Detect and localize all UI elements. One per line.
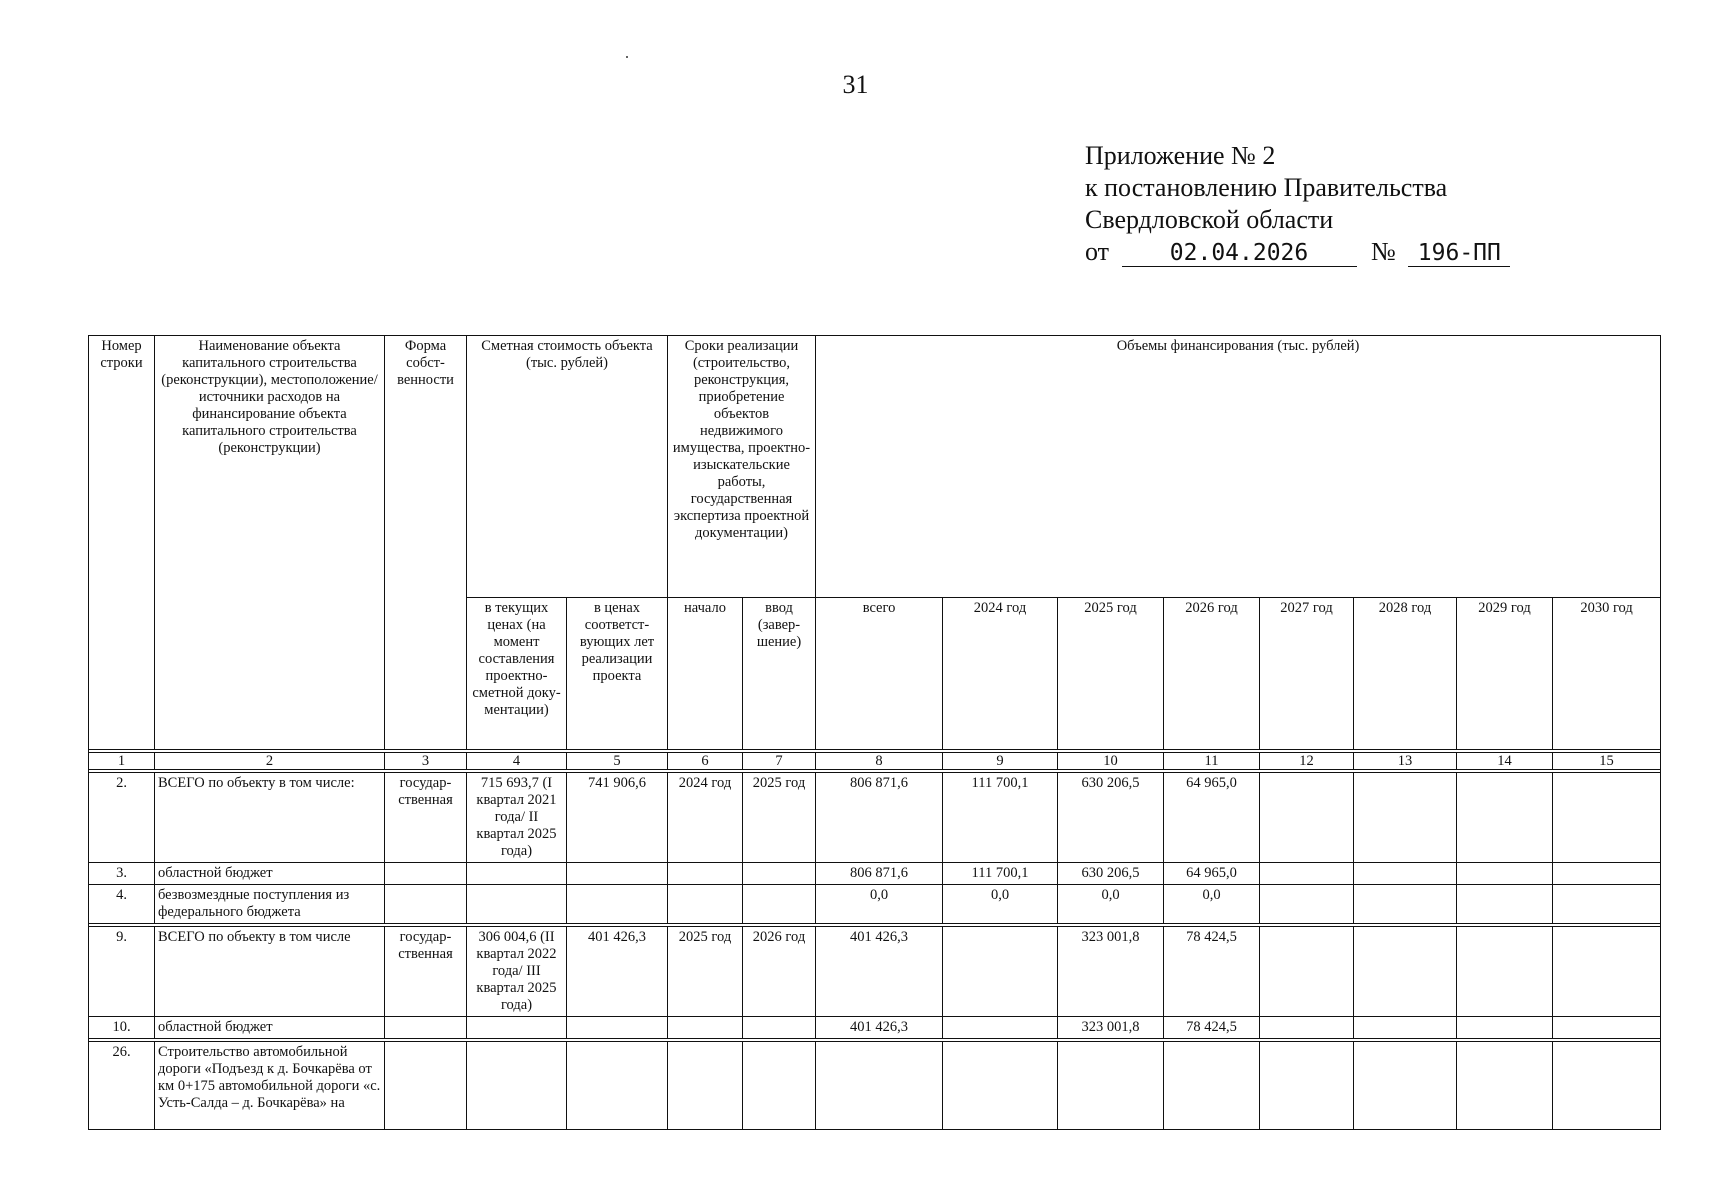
- financing-2027: [1260, 1017, 1354, 1039]
- financing-2026: [1164, 1042, 1260, 1130]
- cost-current: 715 693,7 (I квартал 2021 года/ II квартал 2025 года): [467, 773, 567, 863]
- cost-current: [467, 1042, 567, 1130]
- financing-2024: [943, 1017, 1058, 1039]
- financing-2028: [1354, 1042, 1457, 1130]
- start-year: [668, 863, 743, 885]
- financing-2026: 64 965,0: [1164, 863, 1260, 885]
- financing-2024: [943, 927, 1058, 1017]
- header-implementation-terms: Сроки реализации (строительство, реконструкция, приобретение объектов недвижимого имущества, проектно-изыскательские работы, государственная экспертиза проектной документации): [668, 336, 816, 598]
- ownership: [385, 885, 467, 924]
- header-financing-volumes: Объемы финансирования (тыс. рублей): [816, 336, 1661, 598]
- header-year: 2029 год: [1457, 598, 1553, 750]
- header-ownership: Форма собст-венности: [385, 336, 467, 750]
- financing-2027: [1260, 1042, 1354, 1130]
- header-finish: ввод (завер-шение): [743, 598, 816, 750]
- column-number: 1: [89, 753, 155, 770]
- ownership: [385, 1017, 467, 1039]
- header-year: 2026 год: [1164, 598, 1260, 750]
- table-row: [89, 885, 1661, 924]
- financing-table: [88, 335, 1661, 1130]
- table-row: [89, 927, 1661, 1017]
- financing-2029: [1457, 1042, 1553, 1130]
- start-year: [668, 1017, 743, 1039]
- column-number: 6: [668, 753, 743, 770]
- page-number: 31: [842, 70, 869, 99]
- financing-2028: [1354, 773, 1457, 863]
- header-cost-current: в текущих ценах (на момент составления проектно-сметной доку-ментации): [467, 598, 567, 750]
- date-prefix: от: [1085, 237, 1110, 266]
- finish-year: 2026 год: [743, 927, 816, 1017]
- table-row: [89, 1042, 1661, 1130]
- financing-2025: 323 001,8: [1058, 927, 1164, 1017]
- header-cost-years: в ценах соответст-вующих лет реализации проекта: [567, 598, 668, 750]
- decree-number: 196-ПП: [1408, 240, 1510, 267]
- table-row: [89, 773, 1661, 863]
- financing-total: [816, 1042, 943, 1130]
- cost-years: [567, 863, 668, 885]
- financing-2029: [1457, 863, 1553, 885]
- finish-year: [743, 863, 816, 885]
- financing-2025: [1058, 1042, 1164, 1130]
- ownership: [385, 863, 467, 885]
- financing-2024: 111 700,1: [943, 863, 1058, 885]
- financing-2025: 323 001,8: [1058, 1017, 1164, 1039]
- financing-2029: [1457, 1017, 1553, 1039]
- financing-2027: [1260, 773, 1354, 863]
- cost-years: [567, 885, 668, 924]
- column-number: 8: [816, 753, 943, 770]
- header-year: 2025 год: [1058, 598, 1164, 750]
- stray-dot: [626, 56, 628, 58]
- financing-2028: [1354, 863, 1457, 885]
- column-number: 11: [1164, 753, 1260, 770]
- cost-years: [567, 1042, 668, 1130]
- financing-total: 401 426,3: [816, 1017, 943, 1039]
- financing-total: 806 871,6: [816, 863, 943, 885]
- column-number: 15: [1553, 753, 1661, 770]
- cost-current: [467, 1017, 567, 1039]
- cost-current: [467, 885, 567, 924]
- financing-total: 806 871,6: [816, 773, 943, 863]
- row-number: 26.: [89, 1042, 155, 1130]
- financing-2030: [1553, 927, 1661, 1017]
- column-number: 13: [1354, 753, 1457, 770]
- financing-2029: [1457, 927, 1553, 1017]
- financing-2027: [1260, 885, 1354, 924]
- appendix-line-2: к постановлению Правительства: [1085, 173, 1448, 202]
- row-number: 2.: [89, 773, 155, 863]
- start-year: 2025 год: [668, 927, 743, 1017]
- column-number: 2: [155, 753, 385, 770]
- financing-2028: [1354, 1017, 1457, 1039]
- financing-2027: [1260, 927, 1354, 1017]
- column-number: 14: [1457, 753, 1553, 770]
- financing-total: 401 426,3: [816, 927, 943, 1017]
- financing-2024: 111 700,1: [943, 773, 1058, 863]
- financing-2028: [1354, 885, 1457, 924]
- financing-2024: 0,0: [943, 885, 1058, 924]
- financing-2025: 630 206,5: [1058, 773, 1164, 863]
- row-number: 4.: [89, 885, 155, 924]
- financing-2026: 78 424,5: [1164, 1017, 1260, 1039]
- column-number: 12: [1260, 753, 1354, 770]
- cost-years: [567, 1017, 668, 1039]
- column-number: 7: [743, 753, 816, 770]
- finish-year: [743, 1042, 816, 1130]
- header-object-name: Наименование объекта капитального строительства (реконструкции), местоположение/источники расходов на финансирование объекта капитального строительства (реконструкции): [155, 336, 385, 750]
- finish-year: [743, 1017, 816, 1039]
- ownership: государ-ственная: [385, 773, 467, 863]
- financing-2029: [1457, 885, 1553, 924]
- header-year: 2027 год: [1260, 598, 1354, 750]
- row-number: 3.: [89, 863, 155, 885]
- financing-2027: [1260, 863, 1354, 885]
- financing-2025: 630 206,5: [1058, 863, 1164, 885]
- ownership: государ-ственная: [385, 927, 467, 1017]
- object-name: областной бюджет: [155, 863, 385, 885]
- column-number: 3: [385, 753, 467, 770]
- financing-2026: 0,0: [1164, 885, 1260, 924]
- appendix-line-3: Свердловской области: [1085, 205, 1334, 234]
- column-number: 9: [943, 753, 1058, 770]
- cost-current: 306 004,6 (II квартал 2022 года/ III квартал 2025 года): [467, 927, 567, 1017]
- financing-2024: [943, 1042, 1058, 1130]
- start-year: 2024 год: [668, 773, 743, 863]
- finish-year: 2025 год: [743, 773, 816, 863]
- table-row: [89, 863, 1661, 885]
- row-number: 10.: [89, 1017, 155, 1039]
- financing-2030: [1553, 885, 1661, 924]
- header-year: 2024 год: [943, 598, 1058, 750]
- column-number: 4: [467, 753, 567, 770]
- appendix-title: Приложение № 2: [1085, 141, 1276, 170]
- ownership: [385, 1042, 467, 1130]
- financing-2025: 0,0: [1058, 885, 1164, 924]
- financing-2026: 78 424,5: [1164, 927, 1260, 1017]
- object-name: областной бюджет: [155, 1017, 385, 1039]
- row-number: 9.: [89, 927, 155, 1017]
- financing-2030: [1553, 1017, 1661, 1039]
- header-start: начало: [668, 598, 743, 750]
- object-name: ВСЕГО по объекту в том числе: [155, 927, 385, 1017]
- start-year: [668, 1042, 743, 1130]
- column-number: 5: [567, 753, 668, 770]
- cost-years: 401 426,3: [567, 927, 668, 1017]
- object-name: ВСЕГО по объекту в том числе:: [155, 773, 385, 863]
- appendix-header: [1085, 140, 1510, 268]
- financing-2028: [1354, 927, 1457, 1017]
- header-year: 2028 год: [1354, 598, 1457, 750]
- column-numbers-row: [89, 753, 1661, 770]
- appendix-date-line: [1085, 236, 1510, 268]
- number-prefix: №: [1371, 237, 1396, 266]
- column-number: 10: [1058, 753, 1164, 770]
- header-estimated-cost: Сметная стоимость объекта (тыс. рублей): [467, 336, 668, 598]
- cost-years: 741 906,6: [567, 773, 668, 863]
- financing-2029: [1457, 773, 1553, 863]
- financing-2030: [1553, 1042, 1661, 1130]
- start-year: [668, 885, 743, 924]
- cost-current: [467, 863, 567, 885]
- object-name: Строительство автомобильной дороги «Подъезд к д. Бочкарёва от км 0+175 автомобильной дороги «с. Усть-Салда – д. Бочкарёва» на: [155, 1042, 385, 1130]
- header-year: 2030 год: [1553, 598, 1661, 750]
- finish-year: [743, 885, 816, 924]
- financing-2030: [1553, 773, 1661, 863]
- table-row: [89, 1017, 1661, 1039]
- financing-2026: 64 965,0: [1164, 773, 1260, 863]
- object-name: безвозмездные поступления из федерального бюджета: [155, 885, 385, 924]
- financing-2030: [1553, 863, 1661, 885]
- header-row-number: Номер строки: [89, 336, 155, 750]
- decree-date: 02.04.2026: [1122, 240, 1357, 267]
- header-total: всего: [816, 598, 943, 750]
- financing-total: 0,0: [816, 885, 943, 924]
